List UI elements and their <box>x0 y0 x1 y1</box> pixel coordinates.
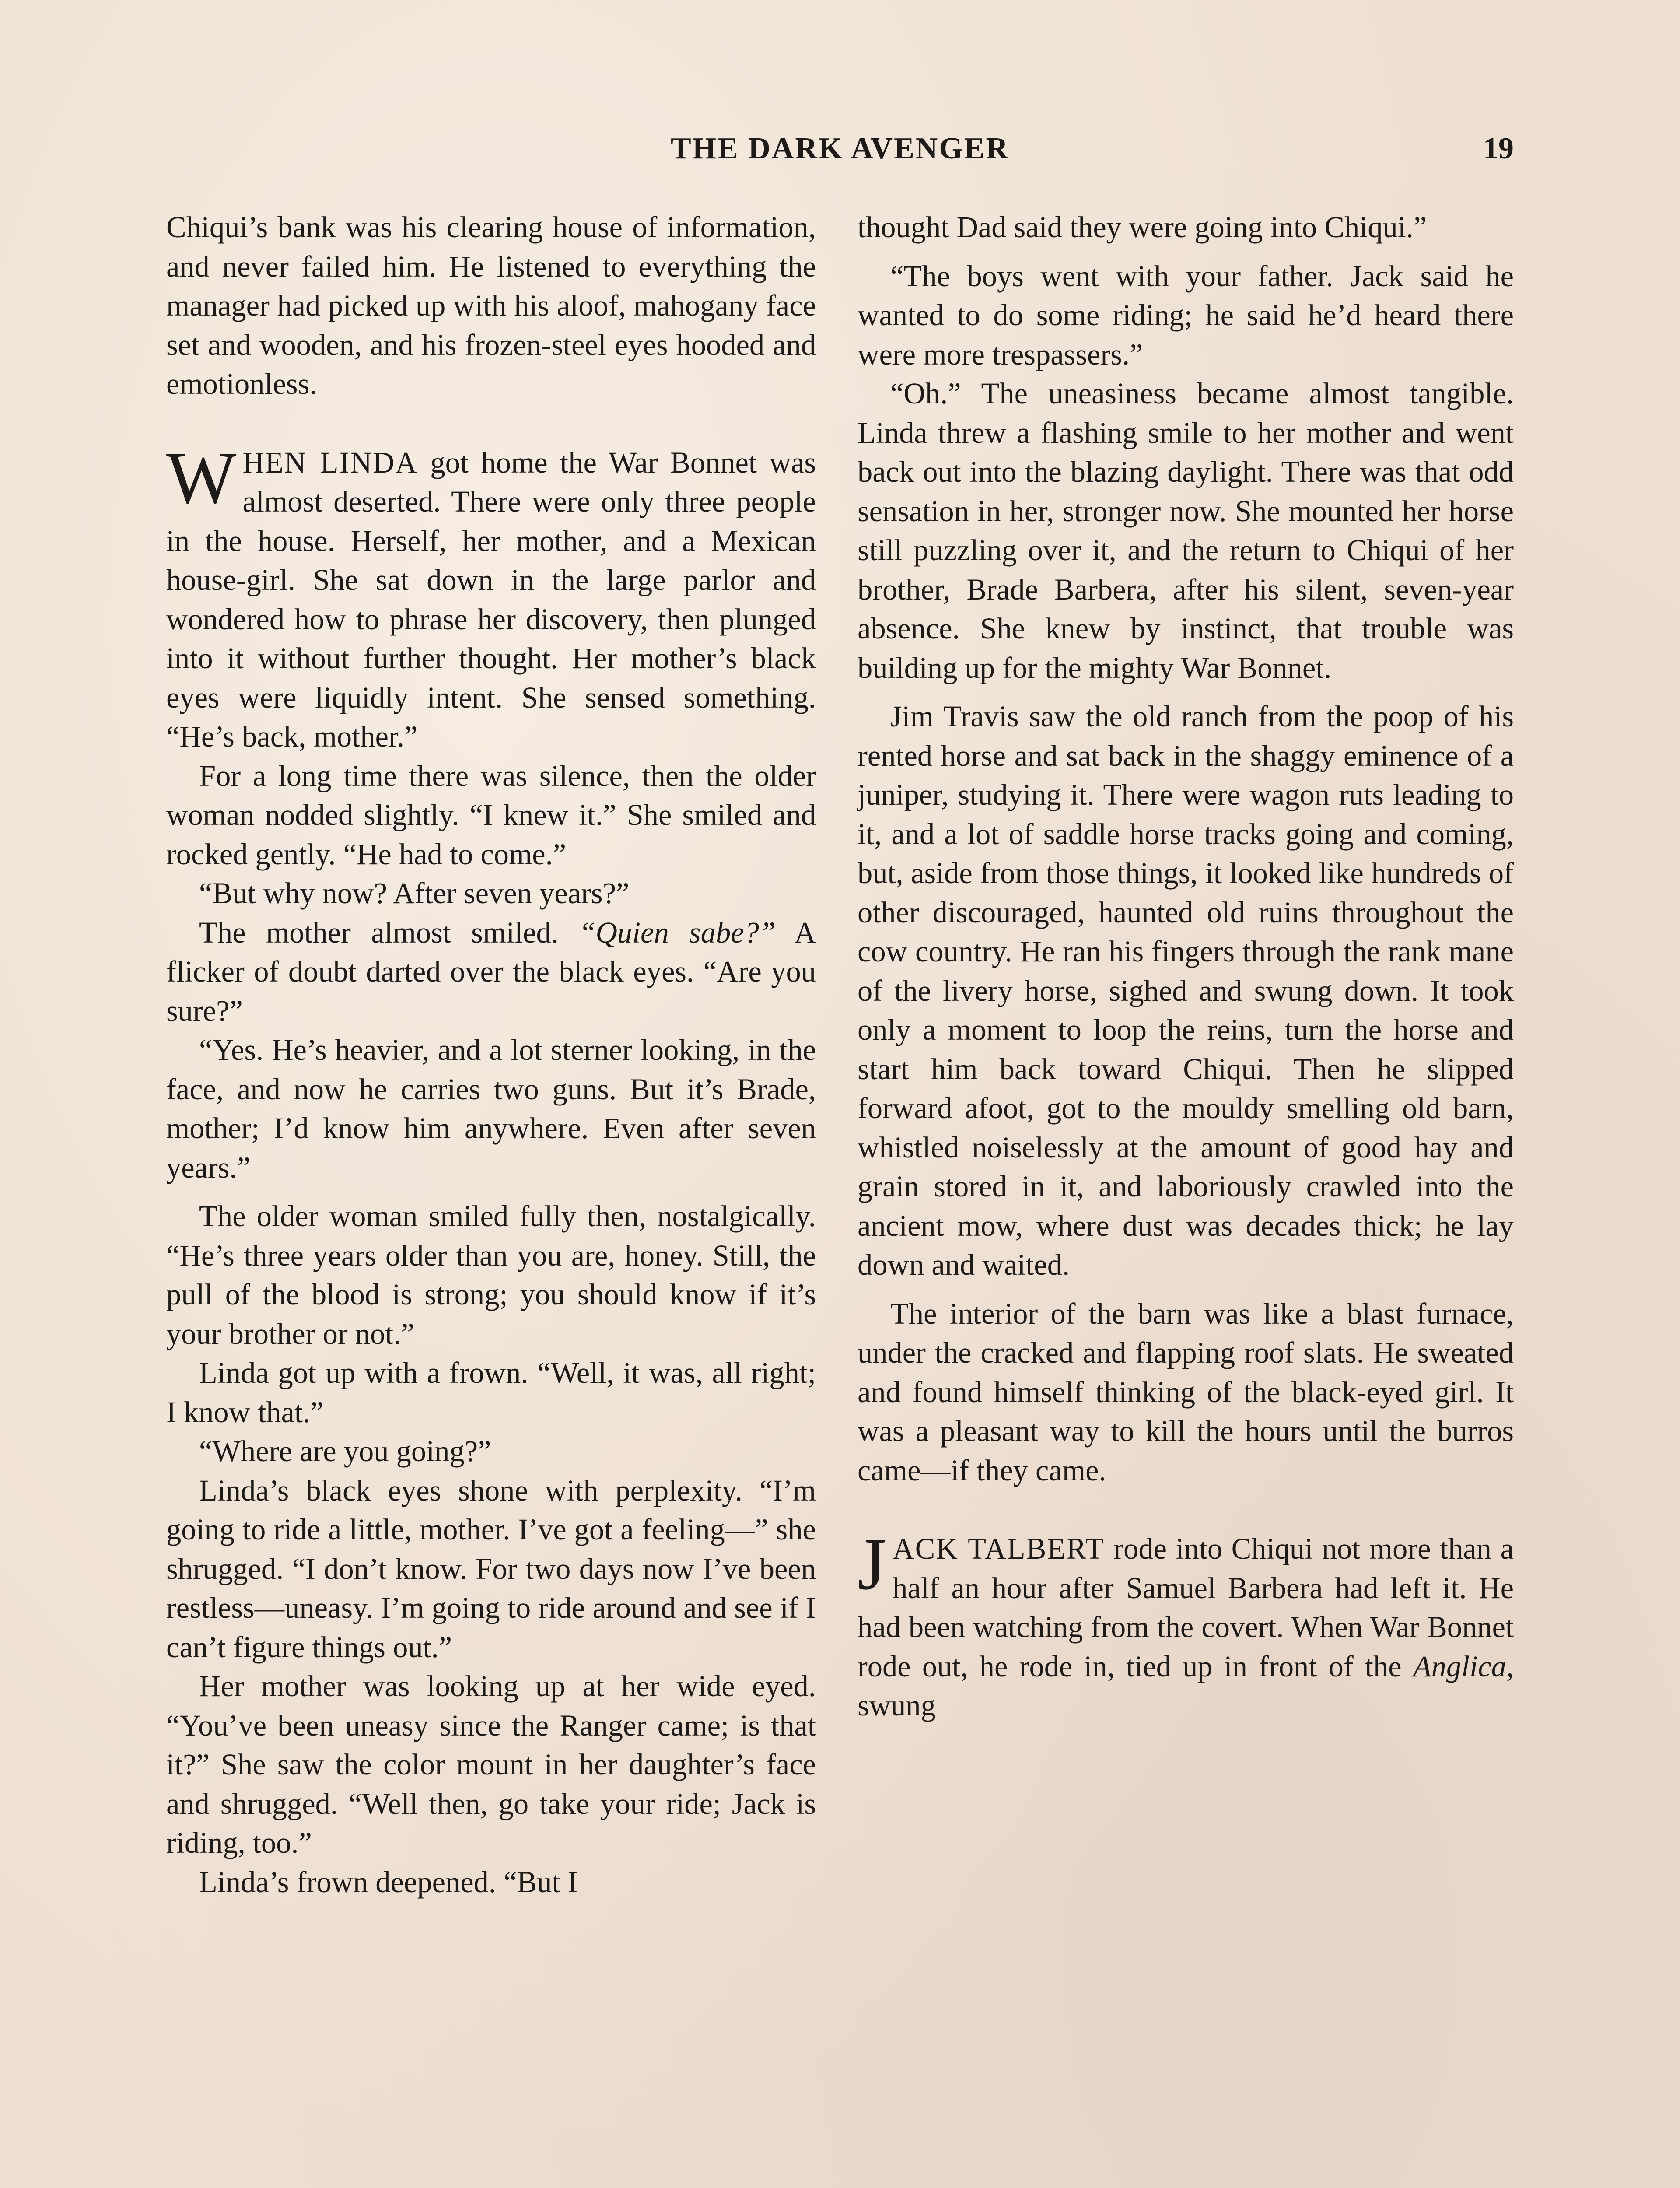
page-title: THE DARK AVENGER <box>670 132 1010 165</box>
paragraph <box>166 913 816 1031</box>
paragraph-text: got home the War Bonnet was almost deserted. There were only three people in the house. Herself, her mother, and a Mexican house-girl. She sat down in the large parlor and wondered how to phrase her discovery, then plunged into it without further thought. Her mother’s black eyes were liquidly intent. She sensed something. “He’s back, mother.” <box>166 445 816 753</box>
paragraph-dropcap <box>858 1523 1514 1725</box>
right-column <box>858 208 1514 1725</box>
paragraph-text: The mother almost smiled. <box>199 915 579 949</box>
paragraph: thought Dad said they were going into Chiqui.” <box>858 210 1427 244</box>
left-column <box>166 208 816 1902</box>
paragraph-text: A flicker of doubt darted over the black eyes. “Are you sure?” <box>166 915 816 1027</box>
running-header <box>166 131 1514 179</box>
paragraph: The older woman smiled fully then, nostalgically. “He’s three years older than you are, honey. Still, the pull of the blood is strong; you should know if it’s your brother or not.” <box>166 1199 816 1350</box>
drop-cap-letter: W <box>166 436 237 519</box>
paragraph: “Where are you going?” <box>199 1434 491 1468</box>
paragraph: The interior of the barn was like a blast furnace, under the cracked and flapping roof slats. He sweated and found himself thinking of the black-eyed girl. It was a pleasant way to kill the hours until the burros came—if they came. <box>858 1297 1514 1487</box>
paragraph: Chiqui’s bank was his clearing house of information, and never failed him. He listened to everything the manager had picked up with his aloof, mahogany face set and wooden, and his frozen-steel eyes hooded and emotionless. <box>166 210 816 400</box>
italic-text: Anglica <box>1413 1649 1506 1683</box>
lead-in-caps: HEN LINDA <box>242 445 418 479</box>
lead-in-caps: ACK TALBERT <box>892 1532 1105 1565</box>
paragraph: Linda’s black eyes shone with perplexity. “I’m going to ride a little, mother. I’ve got a feeling—” she shrugged. “I don’t know. For two days now I’ve been restless—uneasy. I’m going to ride around and see if I can’t figure things out.” <box>166 1473 816 1664</box>
paragraph-text: , swung <box>858 1649 1514 1722</box>
italic-text: “Quien sabe?” <box>579 915 776 949</box>
paragraph: For a long time there was silence, then the older woman nodded slightly. “I knew it.” She smiled and rocked gently. “He had to come.” <box>166 759 816 871</box>
paragraph: “Yes. He’s heavier, and a lot sterner looking, in the face, and now he carries two guns. But it’s Brade, mother; I’d know him anywhere. Even after seven years.” <box>166 1033 816 1184</box>
drop-cap-letter: J <box>858 1523 887 1605</box>
paragraph: “But why now? After seven years?” <box>199 877 630 910</box>
paragraph-text: rode into Chiqui not more than a half an hour after Samuel Barbera had left it. He had been watching from the covert. When War Bonnet rode out, he rode in, tied up in front of the <box>858 1532 1514 1683</box>
paragraph: Jim Travis saw the old ranch from the poop of his rented horse and sat back in the shaggy eminence of a juniper, studying it. There were wagon ruts leading to it, and a lot of saddle horse tracks going and coming, but, aside from those things, it looked like hundreds of other discouraged, haunted old ruins throughout the cow country. He ran his fingers through the rank mane of the livery horse, sighed and swung down. It took only a moment to loop the reins, turn the horse and start him back toward Chiqui. Then he slipped forward afoot, got to the mouldy smelling old barn, whistled noiselessly at the amount of good hay and grain stored in it, and laboriously crawled into the ancient mow, where dust was decades thick; he lay down and waited. <box>858 700 1514 1281</box>
paragraph: “The boys went with your father. Jack said he wanted to do some riding; he said he’d heard there were more trespassers.” <box>858 259 1514 371</box>
paragraph-dropcap <box>166 436 816 757</box>
paragraph: Linda’s frown deepened. “But I <box>199 1865 578 1899</box>
paragraph: Her mother was looking up at her wide eyed. “You’ve been uneasy since the Ranger came; is that it?” She saw the color mount in her daughter’s face and shrugged. “Well then, go take your ride; Jack is riding, too.” <box>166 1669 816 1859</box>
paragraph: “Oh.” The uneasiness became almost tangible. Linda threw a flashing smile to her mother and went back out into the blazing daylight. There was that odd sensation in her, stronger now. She mounted her horse still puzzling over it, and the return to Chiqui of her brother, Brade Barbera, after his silent, seven-year absence. She knew by instinct, that trouble was building up for the mighty War Bonnet. <box>858 377 1514 684</box>
page-number: 19 <box>1483 132 1514 165</box>
paragraph: Linda got up with a frown. “Well, it was, all right; I know that.” <box>166 1356 816 1429</box>
